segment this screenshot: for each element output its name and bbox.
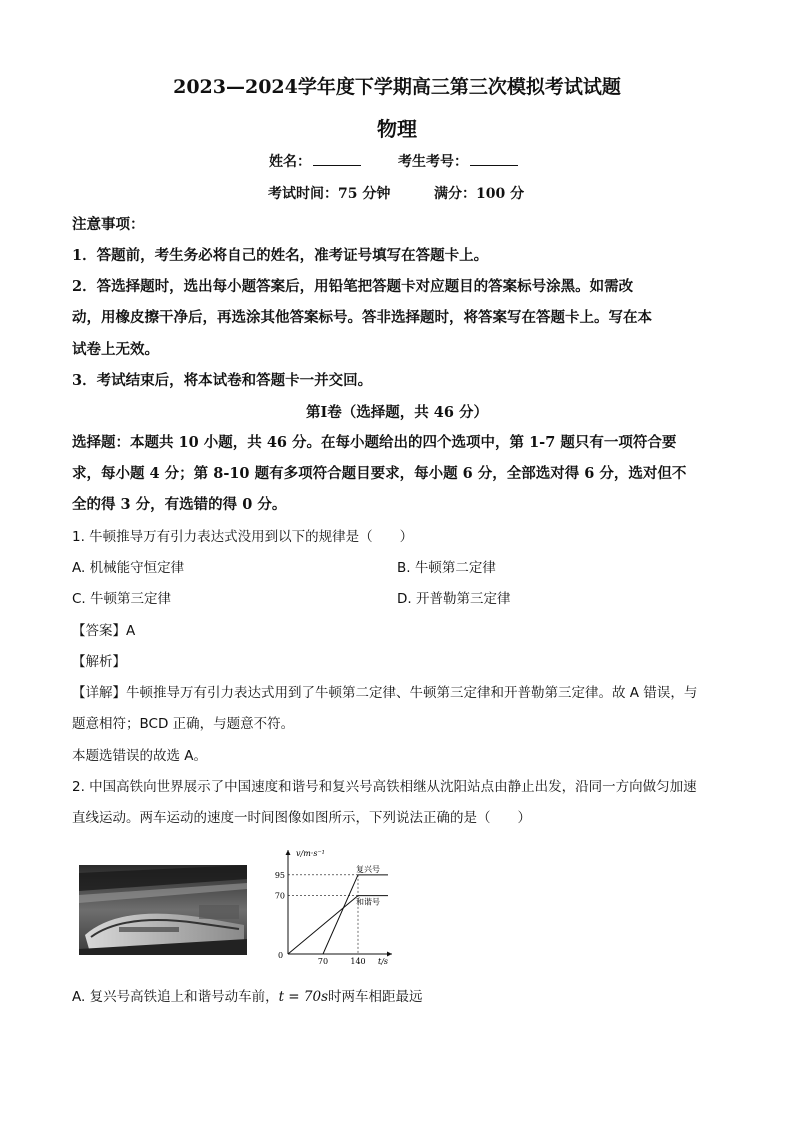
y-tick-70: 70 — [274, 891, 285, 901]
exam-number-label: 考生考号： — [398, 154, 468, 170]
notice-item-3: 3．考试结束后，将本试卷和答题卡一并交回。 — [72, 372, 373, 389]
q1-option-d: D. 开普勒第三定律 — [397, 591, 511, 607]
q2-option-a-suffix: 时两车相距最远 — [328, 989, 423, 1005]
q2-stem-line-2: 直线运动。两车运动的速度一时间图像如图所示，下列说法正确的是（ ） — [72, 810, 531, 826]
notice-heading: 注意事项： — [72, 216, 145, 233]
q1-option-b: B. 牛顿第二定律 — [397, 560, 496, 576]
score-info: 满分：100 分 — [434, 186, 525, 202]
q2-option-a — [72, 985, 423, 1005]
q1-option-a: A. 机械能守恒定律 — [72, 560, 185, 576]
notice-item-2-line-3: 试卷上无效。 — [72, 341, 159, 358]
q1-conclusion: 本题选错误的故选 A。 — [72, 748, 208, 764]
q1-answer: 【答案】A — [72, 623, 136, 639]
subject-title: 物理 — [377, 117, 417, 141]
x-axis-label: t/s — [378, 957, 389, 966]
exam-number-blank — [470, 151, 518, 166]
notice-item-2-line-2: 动，用橡皮擦干净后，再选涂其他答案标号。答非选择题时，将答案写在答题卡上。写在本 — [72, 309, 652, 326]
train-photo — [79, 865, 247, 955]
q2-stem-line-1: 2. 中国高铁向世界展示了中国速度和谐号和复兴号高铁相继从沈阳站点由静止出发，沿同一方向做匀加速 — [72, 779, 697, 795]
q1-analysis-heading: 【解析】 — [72, 654, 126, 670]
x-tick-70: 70 — [317, 957, 329, 966]
series-hexie-label: 和谐号 — [356, 897, 380, 907]
name-blank — [313, 151, 361, 166]
section-heading: 第Ⅰ卷（选择题，共 46 分） — [305, 404, 489, 421]
name-label: 姓名： — [269, 154, 311, 170]
series-fuxing-line — [323, 875, 388, 954]
exam-number-field — [398, 151, 518, 171]
q1-detail-line-1: 【详解】牛顿推导万有引力表达式用到了牛顿第二定律、牛顿第三定律和开普勒第三定律。故 A 错误，与 — [72, 685, 698, 701]
notice-item-2-line-1: 2．答选择题时，选出每小题答案后，用铅笔把答题卡对应题目的答案标号涂黑。如需改 — [72, 278, 634, 295]
x-tick-0: 0 — [278, 951, 284, 960]
x-tick-140: 140 — [350, 957, 366, 966]
q1-detail-line-2: 题意相符；BCD 正确，与题意不符。 — [72, 716, 295, 732]
section-desc-line-3: 全的得 3 分，有选错的得 0 分。 — [72, 496, 287, 513]
time-info: 考试时间：75 分钟 — [268, 186, 391, 202]
q2-option-a-math: t = 70s — [278, 989, 329, 1005]
name-field — [269, 151, 361, 171]
q2-option-a-prefix: A. 复兴号高铁追上和谐号动车前， — [72, 989, 279, 1005]
notice-item-1: 1．答题前，考生务必将自己的姓名，准考证号填写在答题卡上。 — [72, 247, 489, 264]
y-axis-label: v/m·s⁻¹ — [296, 849, 325, 858]
section-desc-line-2: 求，每小题 4 分；第 8-10 题有多项符合题目要求，每小题 6 分，全部选对得 6 分，选对但不 — [72, 465, 687, 482]
exam-title: 2023—2024学年度下学期高三第三次模拟考试试题 — [173, 76, 621, 98]
velocity-time-chart — [270, 840, 400, 968]
y-tick-95: 95 — [274, 870, 285, 880]
series-fuxing-label: 复兴号 — [356, 864, 380, 874]
x-axis-arrow-icon — [387, 952, 392, 957]
q1-option-c: C. 牛顿第三定律 — [72, 591, 172, 607]
y-axis-arrow-icon — [286, 850, 291, 855]
q1-stem: 1. 牛顿推导万有引力表达式没用到以下的规律是（ ） — [72, 529, 414, 545]
section-desc-line-1: 选择题：本题共 10 小题，共 46 分。在每小题给出的四个选项中，第 1-7 题只有一项符合要 — [72, 434, 677, 451]
